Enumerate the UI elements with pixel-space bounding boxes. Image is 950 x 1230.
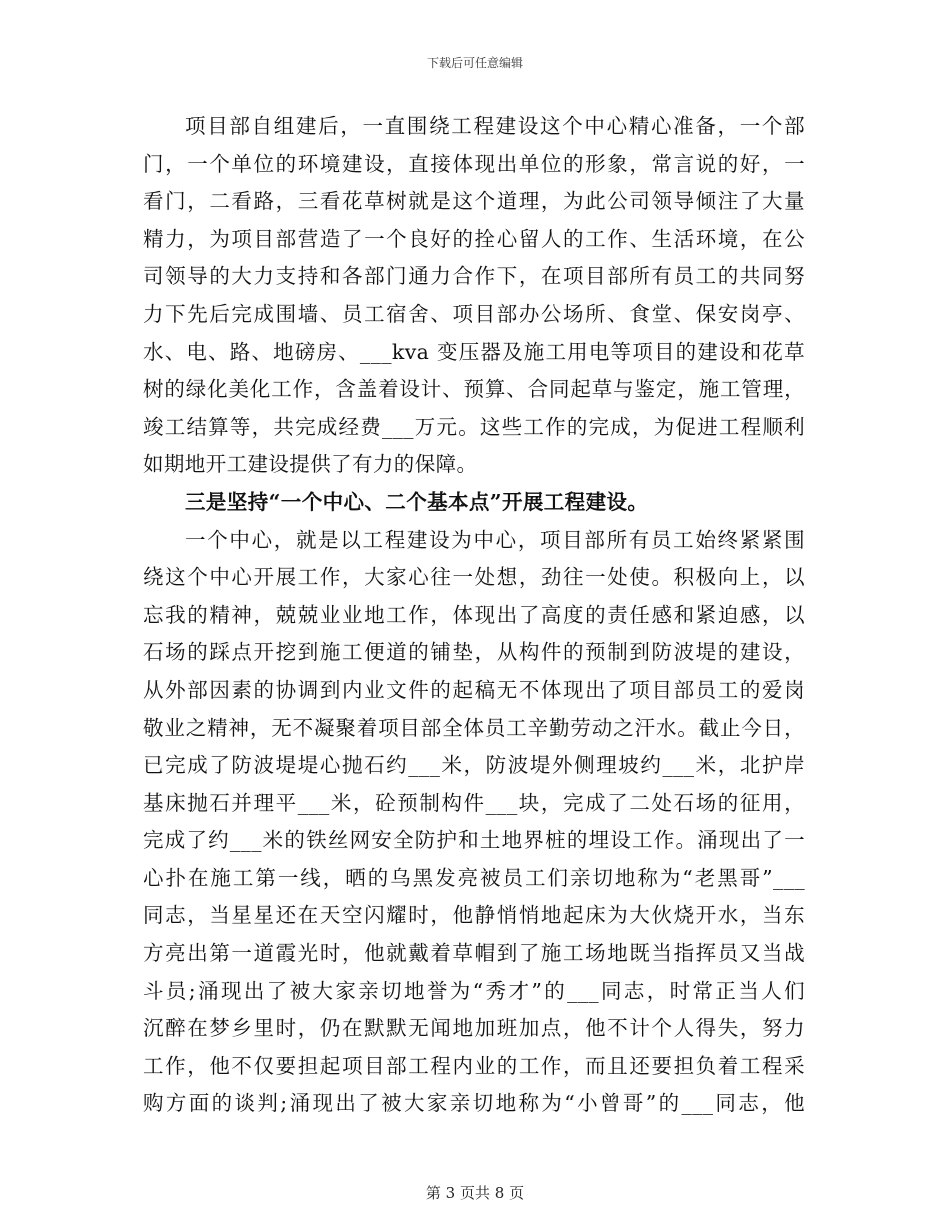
text-line: 项目部自组建后，一直围绕工程建设这个中心精心准备，一个部	[185, 114, 805, 138]
text-line: 绕这个中心开展工作，大家心往一处想，劲往一处使。积极向上，以	[143, 565, 805, 590]
text-line: 斗员;涌现出了被大家亲切地誉为“秀才”的___同志，时常正当人们	[143, 978, 805, 1003]
text-line: 石场的踩点开挖到施工便道的铺垫，从构件的预制到防波堤的建设，	[143, 640, 805, 665]
section-heading	[143, 484, 805, 522]
text-line: 一个中心，就是以工程建设为中心，项目部所有员工始终紧紧围	[185, 527, 805, 552]
paragraph-one-center	[143, 522, 805, 1124]
page-header: 下载后可任意编辑	[426, 56, 523, 70]
text-line: 树的绿化美化工作，含盖着设计、预算、合同起草与鉴定，施工管理，	[143, 377, 805, 402]
text-line: 精力，为项目部营造了一个良好的拴心留人的工作、生活环境，在公	[143, 226, 805, 251]
text-line: 沉醉在梦乡里时，仍在默默无闻地加班加点，他不计个人得失，努力	[143, 1016, 805, 1041]
text-line: 司领导的大力支持和各部门通力合作下，在项目部所有员工的共同努	[143, 264, 805, 289]
heading-line: 三是坚持“一个中心、二个基本点”开展工程建设。	[185, 489, 649, 514]
text-line: 竣工结算等，共完成经费___万元。这些工作的完成，为促进工程顺利	[143, 414, 805, 439]
page-footer: 第 3 页共 8 页	[425, 1184, 525, 1202]
text-line: 购方面的谈判;涌现出了被大家亲切地称为“小曾哥”的___同志，他	[143, 1091, 805, 1116]
text-line: 忘我的精神，兢兢业业地工作，体现出了高度的责任感和紧迫感，以	[143, 602, 805, 627]
text-line: 从外部因素的协调到内业文件的起稿无不体现出了项目部员工的爱岗	[143, 677, 805, 702]
document-body	[143, 108, 805, 1123]
text-line: 门，一个单位的环境建设，直接体现出单位的形象，常言说的好，一	[143, 151, 805, 176]
text-line: 工作，他不仅要担起项目部工程内业的工作，而且还要担负着工程采	[143, 1053, 805, 1078]
text-line: 同志，当星星还在天空闪耀时，他静悄悄地起床为大伙烧开水，当东	[143, 903, 805, 928]
text-line: 敬业之精神，无不凝聚着项目部全体员工辛勤劳动之汗水。截止今日，	[143, 715, 805, 740]
text-line: 基床抛石并理平___米，砼预制构件___块，完成了二处石场的征用，	[143, 790, 805, 815]
text-line: 如期地开工建设提供了有力的保障。	[143, 452, 478, 477]
text-line: 看门，二看路，三看花草树就是这个道理，为此公司领导倾注了大量	[143, 189, 805, 214]
text-line: 完成了约___米的铁丝网安全防护和土地界桩的埋设工作。涌现出了一	[143, 828, 805, 853]
paragraph-environment	[143, 108, 805, 484]
text-line: 力下先后完成围墙、员工宿舍、项目部办公场所、食堂、保安岗亭、	[143, 301, 805, 326]
text-line: 已完成了防波堤堤心抛石约___米，防波堤外侧理坡约___米，北护岸	[143, 753, 805, 778]
text-line: 心扑在施工第一线，晒的乌黑发亮被员工们亲切地称为“老黑哥”___	[143, 865, 805, 890]
text-line: 方亮出第一道霞光时，他就戴着草帽到了施工场地既当指挥员又当战	[143, 941, 805, 966]
text-line: 水、电、路、地磅房、___kva 变压器及施工用电等项目的建设和花草	[143, 339, 805, 364]
